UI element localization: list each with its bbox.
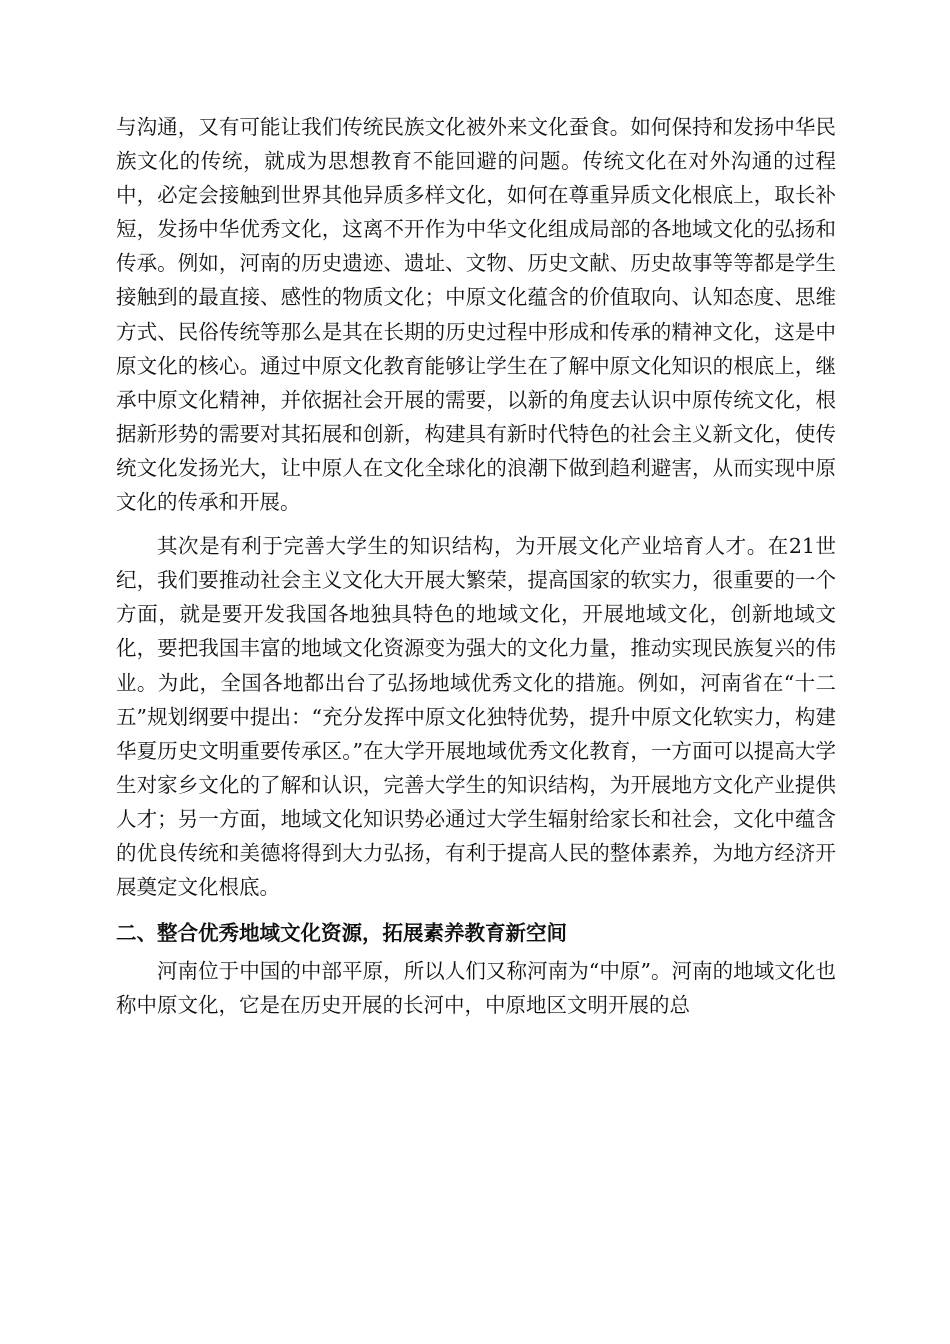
paragraph-henan-intro: 河南位于中国的中部平原，所以人们又称河南为“中原”。河南的地域文化也称中原文化，它是在历史开展的长河中，中原地区文明开展的总 [116, 959, 836, 1018]
section-heading: 二、整合优秀地域文化资源，拓展素养教育新空间 [116, 921, 567, 946]
paragraph-continuation: 与沟通，又有可能让我们传统民族文化被外来文化蚕食。如何保持和发扬中华民族文化的传统，就成为思想教育不能回避的问题。传统文化在对外沟通的过程中，必定会接触到世界其他异质多样文化，如何在尊重异质文化根底上，取长补短，发扬中华优秀文化，这离不开作为中华文化组成局部的各地域文化的弘扬和传承。例如，河南的历史遗迹、遗址、文物、历史文献、历史故事等等都是学生接触到的最直接、感性的物质文化；中原文化蕴含的价值取向、认知态度、思维方式、民俗传统等那么是其在长期的历史过程中形成和传承的精神文化，这是中原文化的核心。通过中原文化教育能够让学生在了解中原文化知识的根底上，继承中原文化精神，并依据社会开展的需要，以新的角度去认识中原传统文化，根据新形势的需要对其拓展和创新，构建具有新时代特色的社会主义新文化，使传统文化发扬光大，让中原人在文化全球化的浪潮下做到趋利避害，从而实现中原文化的传承和开展。 [116, 115, 836, 515]
document-body [116, 110, 836, 1022]
paragraph-knowledge-structure: 其次是有利于完善大学生的知识结构，为开展文化产业培育人才。在21世纪，我们要推动社会主义文化大开展大繁荣，提高国家的软实力，很重要的一个方面，就是要开发我国各地独具特色的地域文化，开展地域文化，创新地域文化，要把我国丰富的地域文化资源变为强大的文化力量，推动实现民族复兴的伟业。为此，全国各地都出台了弘扬地域优秀文化的措施。例如，河南省在“十二五”规划纲要中提出：“充分发挥中原文化独特优势，提升中原文化软实力，构建华夏历史文明重要传承区。”在大学开展地域优秀文化教育，一方面可以提高大学生对家乡文化的了解和认识，完善大学生的知识结构，为开展地方文化产业提供人才；另一方面，地域文化知识势必通过大学生辐射给家长和社会，文化中蕴含的优良传统和美德将得到大力弘扬，有利于提高人民的整体素养，为地方经济开展奠定文化根底。 [116, 534, 836, 900]
